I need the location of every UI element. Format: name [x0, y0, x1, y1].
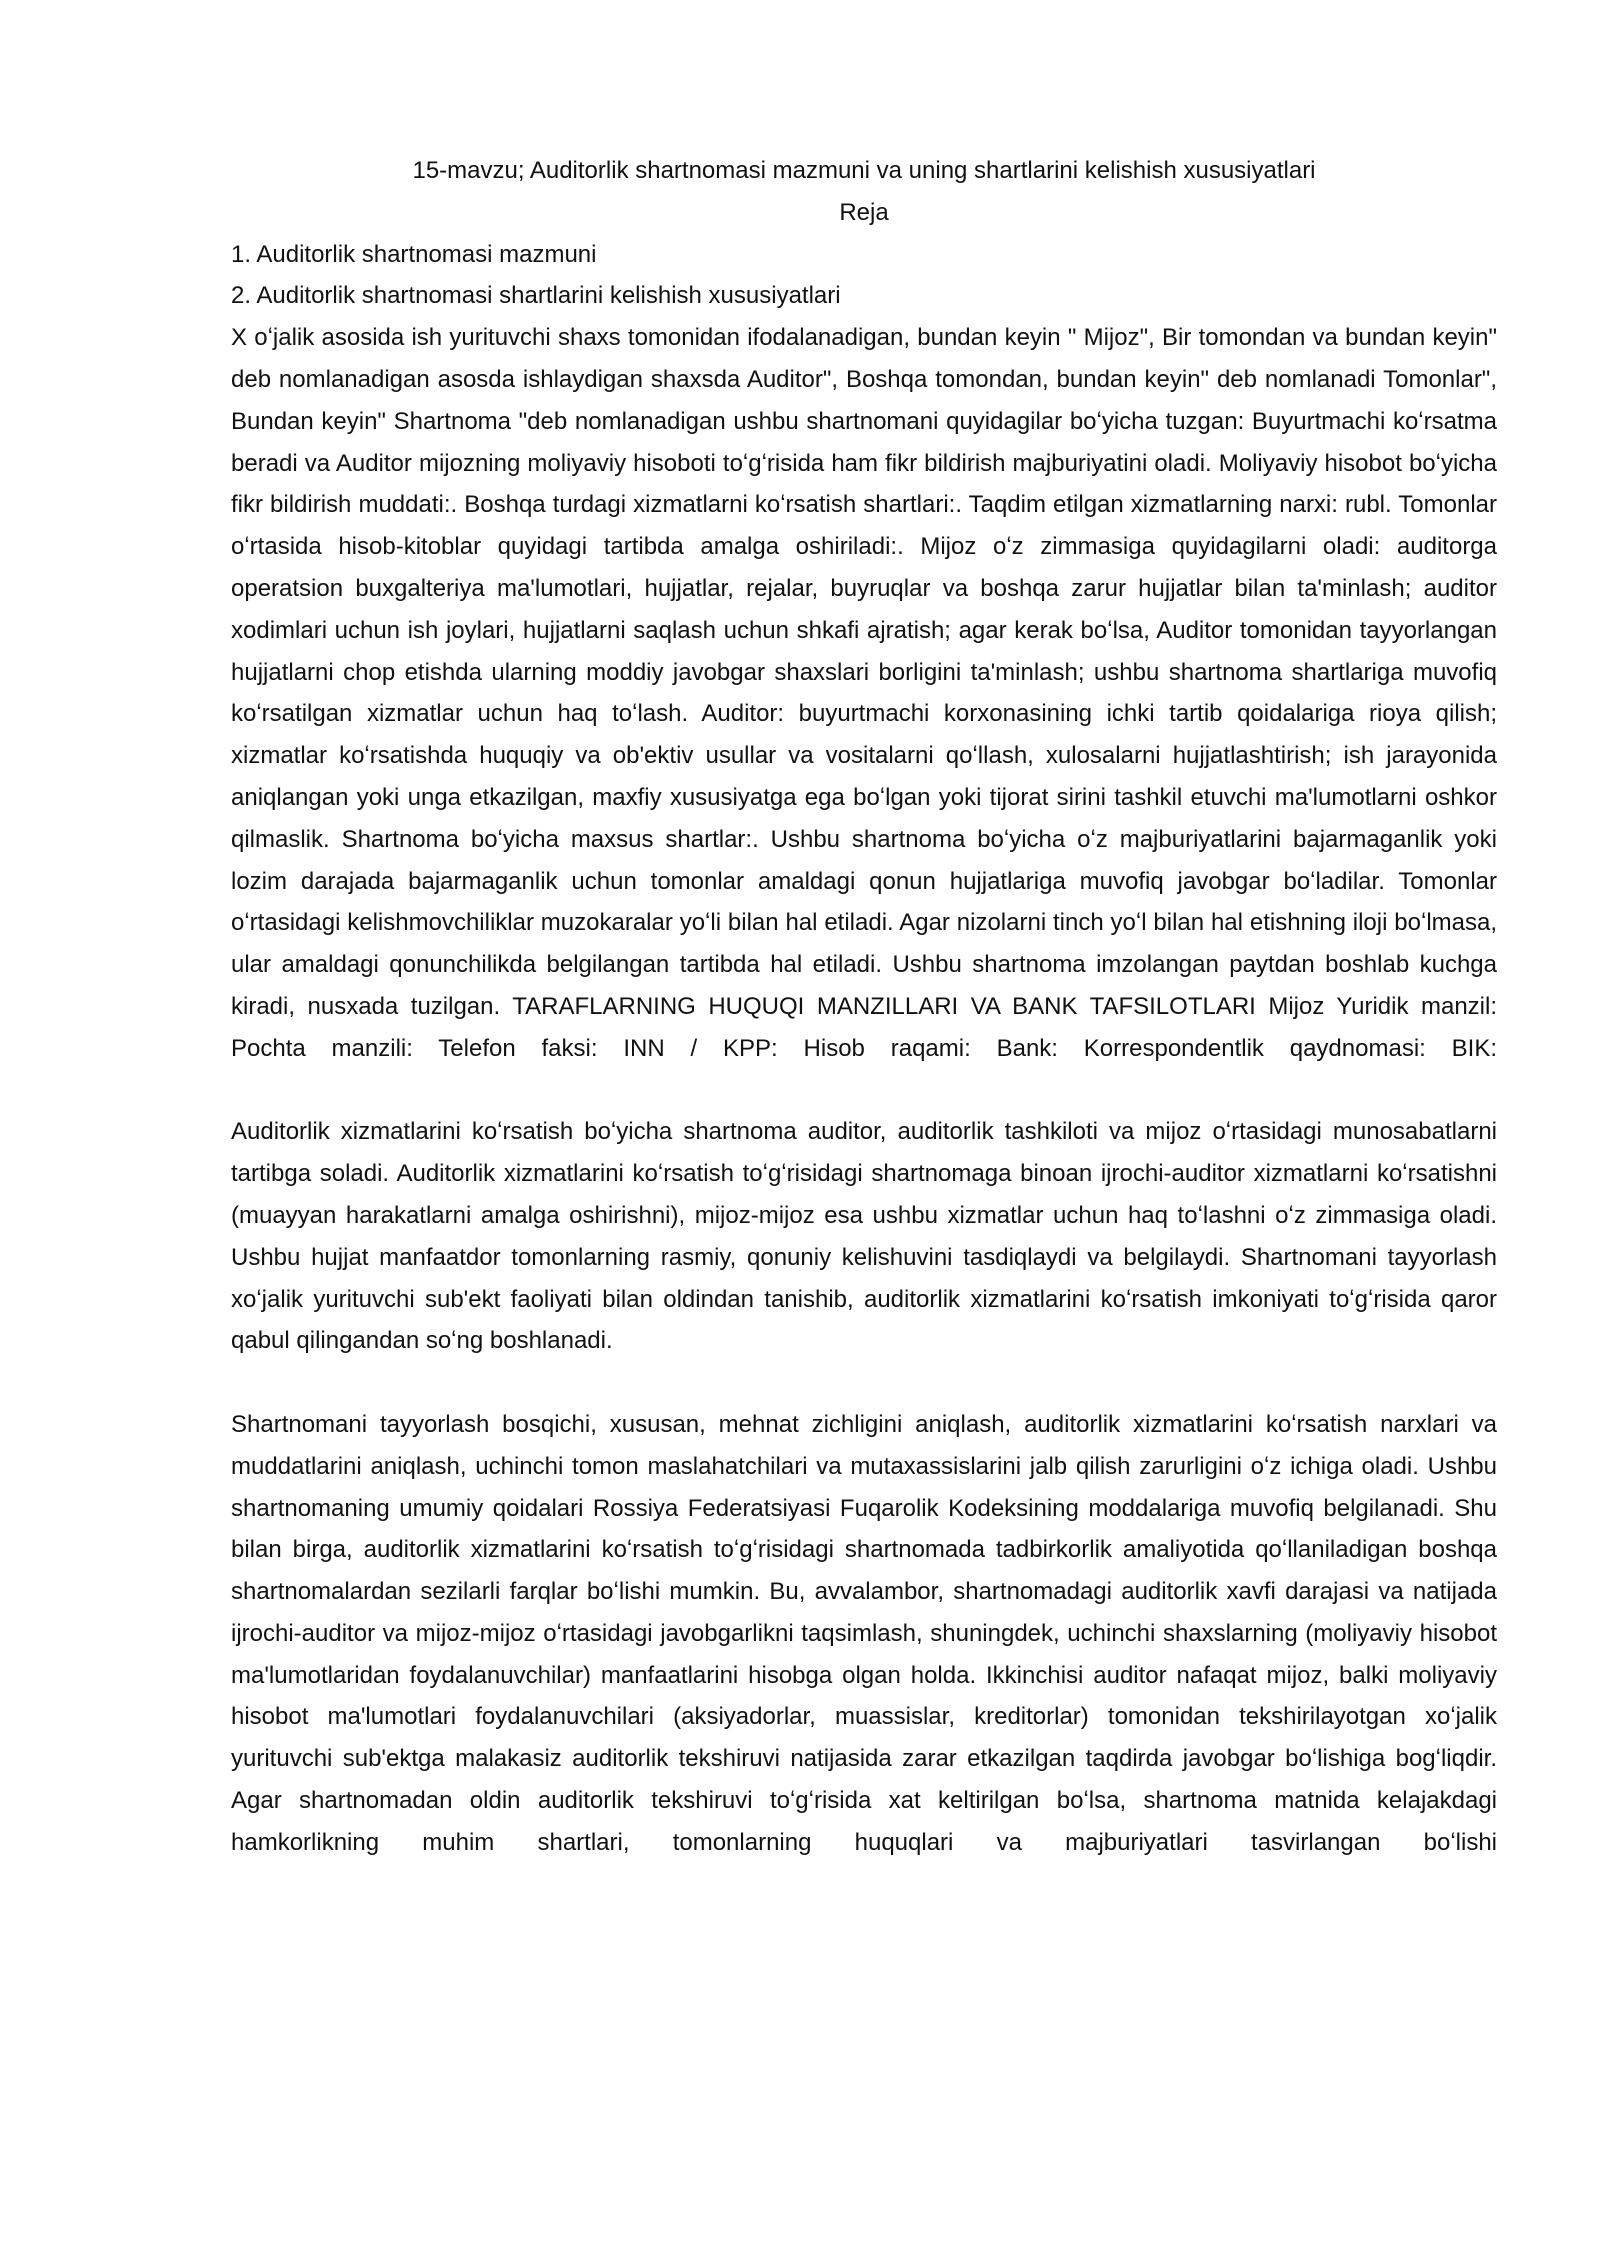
paragraph-contract-template: X oʻjalik asosida ish yurituvchi shaxs tomonidan ifodalanadigan, bundan keyin " Mijoz", Bir tomondan va bundan keyin" deb nomlanadigan asosda ishlaydigan shaxsda Auditor", Boshqa tomondan, bundan keyin" deb nomlanadi Tomonlar", Bundan keyin" Shartnoma "deb nomlanadigan ushbu shartnomani quyidagilar boʻyicha tuzgan: Buyurtmachi koʻrsatma beradi va Auditor mijozning moliyaviy hisoboti toʻgʻrisida ham fikr bildirish majburiyatini oladi. Moliyaviy hisobot boʻyicha fikr bildirish muddati:. Boshqa turdagi xizmatlarni koʻrsatish shartlari:. Taqdim etilgan xizmatlarning narxi: rubl. Tomonlar oʻrtasida hisob-kitoblar quyidagi tartibda amalga oshiriladi:. Mijoz oʻz zimmasiga quyidagilarni oladi: auditorga operatsion buxgalteriya ma'lumotlari, hujjatlar, rejalar, buyruqlar va boshqa zarur hujjatlar bilan ta'minlash; auditor xodimlari uchun ish joylari, hujjatlarni saqlash uchun shkafi ajratish; agar kerak boʻlsa, Auditor tomonidan tayyorlangan hujjatlarni chop etishda ularning moddiy javobgar shaxslari borligini ta'minlash; ushbu shartnoma shartlariga muvofiq koʻrsatilgan xizmatlar uchun haq toʻlash. Auditor: buyurtmachi korxonasining ichki tartib qoidalariga rioya qilish; xizmatlar koʻrsatishda huquqiy va ob'ektiv usullar va vositalarni qoʻllash, xulosalarni hujjatlashtirish; ish jarayonida aniqlangan yoki unga etkazilgan, maxfiy xususiyatga ega boʻlgan yoki tijorat sirini tashkil etuvchi ma'lumotlarni oshkor qilmaslik. Shartnoma boʻyicha maxsus shartlar:. Ushbu shartnoma boʻyicha oʻz majburiyatlarini bajarmaganlik yoki lozim darajada bajarmaganlik uchun tomonlar amaldagi qonun hujjatlariga muvofiq javobgar boʻladilar. Tomonlar oʻrtasidagi kelishmovchiliklar muzokaralar yoʻli bilan hal etiladi. Agar nizolarni tinch yoʻl bilan hal etishning iloji boʻlmasa, ular amaldagi qonunchilikda belgilangan tartibda hal etiladi. Ushbu shartnoma imzolangan paytdan boshlab kuchga kiradi, nusxada tuzilgan. TARAFLARNING HUQUQI MANZILLARI VA BANK TAFSILOTLARI Mijoz Yuridik manzil: Pochta manzili: Telefon faksi: INN / KPP: Hisob raqami: Bank: Korrespondentlik qaydnomasi: BIK:: [231, 324, 1497, 1062]
paragraph-engagement-letter: Agar shartnomadan oldin auditorlik tekshiruvi toʻgʻrisida xat keltirilgan boʻlsa, shartnoma matnida kelajakdagi hamkorlikning muhim shartlari, tomonlarning huquqlari va majburiyatlari tasvirlangan boʻlishi: [231, 1787, 1497, 1856]
paragraph-gap: [231, 1362, 1497, 1404]
plan-item-1: 1. Auditorlik shartnomasi mazmuni: [231, 240, 597, 268]
document-body: [231, 150, 1497, 1864]
plan-heading: Reja: [839, 198, 889, 226]
plan-item-2: 2. Auditorlik shartnomasi shartlarini kelishish xususiyatlari: [231, 282, 841, 310]
document-title: 15-mavzu; Auditorlik shartnomasi mazmuni va uning shartlarini kelishish xususiyatlari: [412, 157, 1316, 184]
paragraph-gap: [231, 1070, 1497, 1112]
paragraph-preparation-stage: Shartnomani tayyorlash bosqichi, xususan, mehnat zichligini aniqlash, auditorlik xizmatlarini koʻrsatish narxlari va muddatlarini aniqlash, uchinchi tomon maslahatchilari va mutaxassislarini jalb qilish zarurligini oʻz ichiga oladi. Ushbu shartnomaning umumiy qoidalari Rossiya Federatsiyasi Fuqarolik Kodeksining moddalariga muvofiq belgilanadi. Shu bilan birga, auditorlik xizmatlarini koʻrsatish toʻgʻrisidagi shartnomada tadbirkorlik amaliyotida qoʻllaniladigan boshqa shartnomalardan sezilarli farqlar boʻlishi mumkin. Bu, avvalambor, shartnomadagi auditorlik xavfi darajasi va natijada ijrochi-auditor va mijoz-mijoz oʻrtasidagi javobgarlikni taqsimlash, shuningdek, uchinchi shaxslarning (moliyaviy hisobot ma'lumotlaridan foydalanuvchilar) manfaatlarini hisobga olgan holda. Ikkinchisi auditor nafaqat mijoz, balki moliyaviy hisobot ma'lumotlari foydalanuvchilari (aksiyadorlar, muassislar, kreditorlar) tomonidan tekshirilayotgan xoʻjalik yurituvchi sub'ektga malakasiz auditorlik tekshiruvi natijasida zarar etkazilgan taqdirda javobgar boʻlishiga bogʻliqdir.: [231, 1410, 1497, 1773]
paragraph-contract-overview: Auditorlik xizmatlarini koʻrsatish boʻyicha shartnoma auditor, auditorlik tashkiloti va mijoz oʻrtasidagi munosabatlarni tartibga soladi. Auditorlik xizmatlarini koʻrsatish toʻgʻrisidagi shartnomaga binoan ijrochi-auditor xizmatlarni koʻrsatishni (muayyan harakatlarni amalga oshirishni), mijoz-mijoz esa ushbu xizmatlar uchun haq toʻlashni oʻz zimmasiga oladi. Ushbu hujjat manfaatdor tomonlarning rasmiy, qonuniy kelishuvini tasdiqlaydi va belgilaydi. Shartnomani tayyorlash xoʻjalik yurituvchi sub'ekt faoliyati bilan oldindan tanishib, auditorlik xizmatlarini koʻrsatish imkoniyati toʻgʻrisida qaror qabul qilingandan soʻng boshlanadi.: [231, 1118, 1497, 1355]
